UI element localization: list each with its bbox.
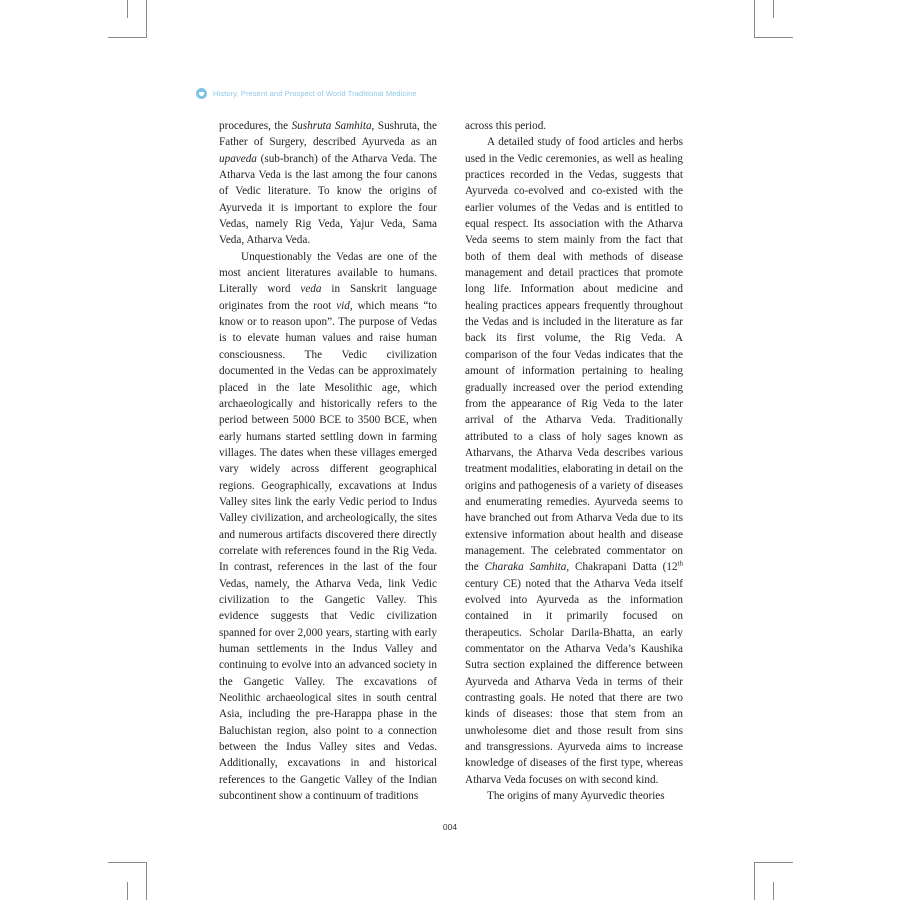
running-title: History, Present and Prospect of World Traditional Medicine (213, 88, 417, 98)
crop-mark-top-right-v2 (773, 0, 774, 18)
crop-mark-bottom-right-v (754, 862, 755, 900)
paragraph: procedures, the Sushruta Samhita, Sushruta, the Father of Surgery, described Ayurveda as an upaveda (sub-branch) of the Atharva Veda. The Atharva Veda is the last among the four canons of Vedic literature. To know the origins of Ayurveda it is important to explore the four Vedas, namely Rig Veda, Yajur Veda, Sama Veda, Atharva Veda. (219, 120, 437, 247)
bowl-icon (196, 88, 207, 99)
paragraph: The origins of many Ayurvedic theories (487, 790, 665, 803)
right-column (465, 118, 683, 804)
paragraph: A detailed study of food articles and herbs used in the Vedic ceremonies, as well as healing practices recorded in the Vedas, suggests that Ayurveda co-evolved and co-existed with the earlier volumes of the Vedas and is entitled to equal respect. Its association with the Atharva Veda seems to stem mainly from the fact that both of them deal with methods of disease management and detail practices that promote long life. Information about medicine and healing practices appears frequently throughout the Vedas and is included in the literature as far back its first volume, the Rig Veda. A comparison of the four Vedas indicates that the amount of information pertaining to healing gradually increased over the period extending from the appearance of Rig Veda to the later arrival of the Atharva Veda. Traditionally attributed to a class of holy sages known as Atharvans, the Atharva Veda describes various treatment modalities, elaborating in detail on the origins and pathogenesis of a variety of diseases and enumerating remedies. Ayurveda seems to have branched out from Atharva Veda due to its extensive information about health and disease management. The celebrated commentator on the Charaka Samhita, Chakrapani Datta (12th century CE) noted that the Atharva Veda itself evolved into Ayurveda as the information contained in it primarily focused on therapeutics. Scholar Darila-Bhatta, an early commentator on the Atharva Veda’s Kaushika Sutra section explained the difference between Ayurveda and Atharva Veda in terms of their contrasting goals. He noted that there are two kinds of diseases: those that stem from an unwholesome diet and those result from sins and transgressions. Ayurveda aims to increase knowledge of diseases of the first type, whereas Atharva Veda focuses on with second kind. (465, 136, 683, 786)
superscript: th (677, 559, 683, 568)
italic-term: Sushruta Samhita (291, 120, 372, 132)
crop-mark-bottom-left-h (108, 862, 146, 863)
italic-term: veda (300, 283, 322, 296)
italic-term: Charaka Samhita (484, 561, 567, 574)
crop-mark-top-right-h (755, 37, 793, 38)
crop-mark-bottom-left-v (146, 862, 147, 900)
crop-mark-top-right-v (754, 0, 755, 38)
italic-term: upaveda (219, 152, 257, 165)
italic-term: vid (336, 299, 350, 312)
running-head (196, 86, 417, 100)
crop-mark-bottom-right-h (755, 862, 793, 863)
left-column (219, 118, 437, 804)
crop-mark-top-left-h (108, 37, 146, 38)
crop-mark-top-left-v2 (127, 0, 128, 18)
crop-mark-bottom-left-v2 (127, 882, 128, 900)
crop-mark-bottom-right-v2 (773, 882, 774, 900)
paragraph: across this period. (465, 120, 547, 132)
paragraph: Unquestionably the Vedas are one of the most ancient literatures available to humans. Literally word veda in Sanskrit language originates from the root vid, which means “to know or to reason upon”. The purpose of Vedas is to elevate human values and raise human consciousness. The Vedic civilization documented in the Vedas can be approximately placed in the late Mesolithic age, which archaeologically and historically refers to the period between 5000 BCE to 3500 BCE, when early humans started settling down in farming villages. The dates when these villages emerged vary widely across different geographical regions. Geographically, excavations at Indus Valley sites link the early Vedic period to Indus Valley civilization, and archeologically, the sites and numerous artifacts discovered there directly correlate with references found in the Rig Veda. In contrast, references in the last of the four Vedas, namely, the Atharva Veda, link Vedic civilization to the Gangetic Valley. This evidence suggests that Vedic civilization spanned for over 2,000 years, starting with early human settlements in the Indus Valley and continuing to evolve into an advanced society in the Gangetic Valley. The excavations of Neolithic archaeological sites in south central Asia, including the pre-Harappa phase in the Baluchistan region, also point to a connection between the Indus Valley sites and Vedas. Additionally, excavations in and historical references to the Gangetic Valley of the Indian subcontinent show a continuum of traditions (219, 250, 437, 803)
crop-mark-top-left-v (146, 0, 147, 38)
page-number: 004 (442, 822, 458, 832)
